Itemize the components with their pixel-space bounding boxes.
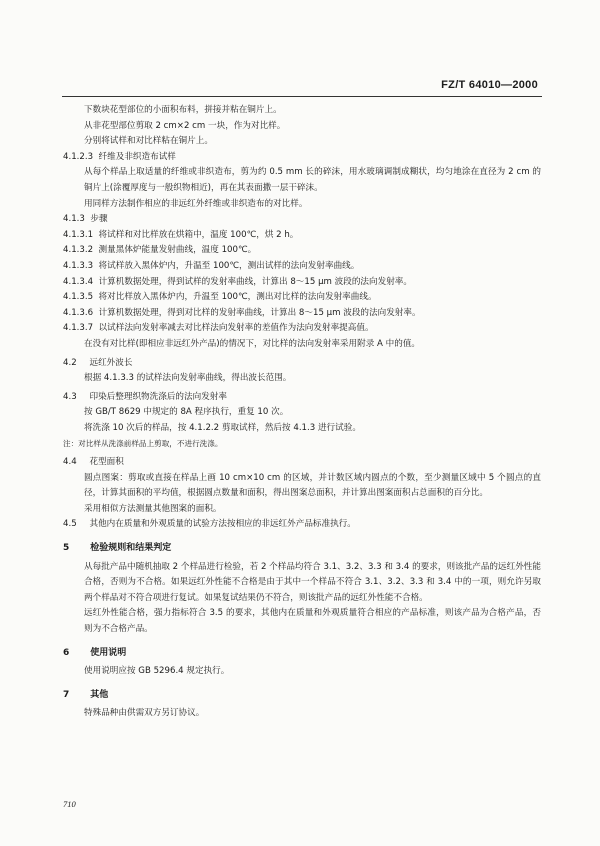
section-number: 7 [63,689,70,700]
standard-code: FZ/T 64010—2000 [441,79,538,91]
clause-number: 4.1.3.5 [63,292,94,303]
clause-number: 4.1.3 [63,214,85,225]
step-item [63,228,541,244]
clause-title: 花型面积 [89,457,124,468]
step-item [63,275,541,291]
paragraph: 分别将试样和对比样粘在铜片上。 [84,136,213,147]
paragraph: 根据 4.1.3.3 的试样法向发射率曲线，得出波长范围。 [84,373,292,384]
clause-number: 4.1.2.3 [63,151,94,162]
section-title: 使用说明 [90,647,127,658]
paragraph: 采用相似方法测量其他图案的面积。 [84,503,222,514]
clause-item [63,517,541,533]
clause-number: 4.1.3.7 [63,323,94,334]
clause-number: 4.3 [63,391,77,402]
step-text: 测量黑体炉能量发射曲线，温度 100℃。 [98,245,257,256]
clause-heading [63,212,541,228]
clause-heading [63,390,541,406]
section-title: 检验规则和结果判定 [90,543,172,554]
document-body [63,103,541,722]
paragraph: 下数块花型部位的小面积布料，拼接并粘在铜片上。 [84,105,282,115]
paragraph: 将洗涤 10 次后的样品，按 4.1.2.2 剪取试样，然后按 4.1.3 进行试验。 [84,422,361,433]
header-rule [62,96,542,97]
step-text: 将试样和对比样放在烘箱中，温度 100℃，烘 2 h。 [98,229,299,240]
paragraph: 特殊品种由供需双方另订协议。 [84,708,205,719]
section-number: 5 [63,543,70,554]
clause-title: 纤维及非织造布试样 [98,151,176,162]
clause-number: 4.4 [63,457,77,468]
paragraph: 远红外性能合格，强力指标符合 3.5 的要求，其他内在质量和外观质量符合相应的产品标准，则该产品为合格产品，否则为不合格产品。 [84,608,541,634]
section-title: 其他 [90,689,109,700]
step-text: 将试样放入黑体炉内，升温至 100℃，测出试样的法向发射率曲线。 [98,260,360,271]
clause-heading [63,356,541,372]
clause-number: 4.1.3.6 [63,307,94,318]
step-item [63,306,541,322]
clause-title: 远红外波长 [89,357,133,368]
step-text: 以试样法向发射率减去对比样法向发射率的差值作为法向发射率提高值。 [98,323,374,334]
paragraph: 按 GB/T 8629 中规定的 8A 程序执行，重复 10 次。 [84,407,289,418]
section-heading [63,646,541,662]
clause-heading [63,150,541,166]
step-text: 计算机数据处理，得到对比样的发射率曲线，计算出 8～15 μm 波段的法向发射率。 [98,307,421,318]
clause-number: 4.1.3.2 [63,245,94,256]
clause-number: 4.5 [63,519,77,530]
note: 注：对比样从洗涤前样品上剪取，不进行洗涤。 [63,439,223,449]
step-item [63,290,541,306]
paragraph: 使用说明应按 GB 5296.4 规定执行。 [84,666,230,677]
paragraph: 在没有对比样(即相应非远红外产品)的情况下，对比样的法向发射率采用附录 A 中的值。 [84,338,421,349]
section-number: 6 [63,647,70,658]
clause-title: 印染后整理织物洗涤后的法向发射率 [89,391,227,402]
section-heading [63,541,541,557]
step-text: 将对比样放入黑体炉内，升温至 100℃，测出对比样的法向发射率曲线。 [98,292,377,303]
section-heading [63,688,541,704]
paragraph: 用同样方法制作相应的非远红外纤维或非织造布的对比样。 [84,198,308,209]
paragraph: 从每批产品中随机抽取 2 个样品进行检验，若 2 个样品均符合 3.1、3.2、3.3 和 3.4 的要求，则该批产品的远红外性能合格，否则为不合格。如果远红外性能不合格是由于其中一个样品不符合 3.1、3.2、3.3 和 3.4 中的一项，则允许另取两个样品对不符合项进行复试。如果复试结果仍不符合，则该批产品的远红外性能不合格。 [84,561,541,603]
step-item [63,321,541,337]
clause-heading [63,455,541,471]
clause-number: 4.1.3.1 [63,229,94,240]
clause-number: 4.1.3.4 [63,276,94,287]
paragraph: 圆点图案：剪取或直接在样品上画 10 cm×10 cm 的区域，并计数区域内圆点的个数，至少测量区域中 5 个圆点的直径，计算其面积的平均值，根据圆点数量和面积，得出图案总面积，并计算出图案面积占总面积的百分比。 [84,472,541,499]
clause-text: 其他内在质量和外观质量的试验方法按相应的非远红外产品标准执行。 [89,519,356,530]
clause-number: 4.2 [63,357,77,368]
clause-number: 4.1.3.3 [63,260,94,271]
page-number: 710 [63,799,76,809]
paragraph: 从非花型部位剪取 2 cm×2 cm 一块，作为对比样。 [84,120,286,131]
clause-title: 步骤 [90,214,108,225]
step-item [63,243,541,259]
step-text: 计算机数据处理，得到试样的发射率曲线，计算出 8～15 μm 波段的法向发射率。 [98,276,412,287]
paragraph: 从每个样品上取适量的纤维或非织造布，剪为约 0.5 mm 长的碎沫，用水玻璃调制成糊状，均匀地涂在直径为 2 cm 的铜片上(涂覆厚度与一般织物相近)，再在其表面撒一层干碎沫。 [84,167,541,193]
step-item [63,259,541,275]
